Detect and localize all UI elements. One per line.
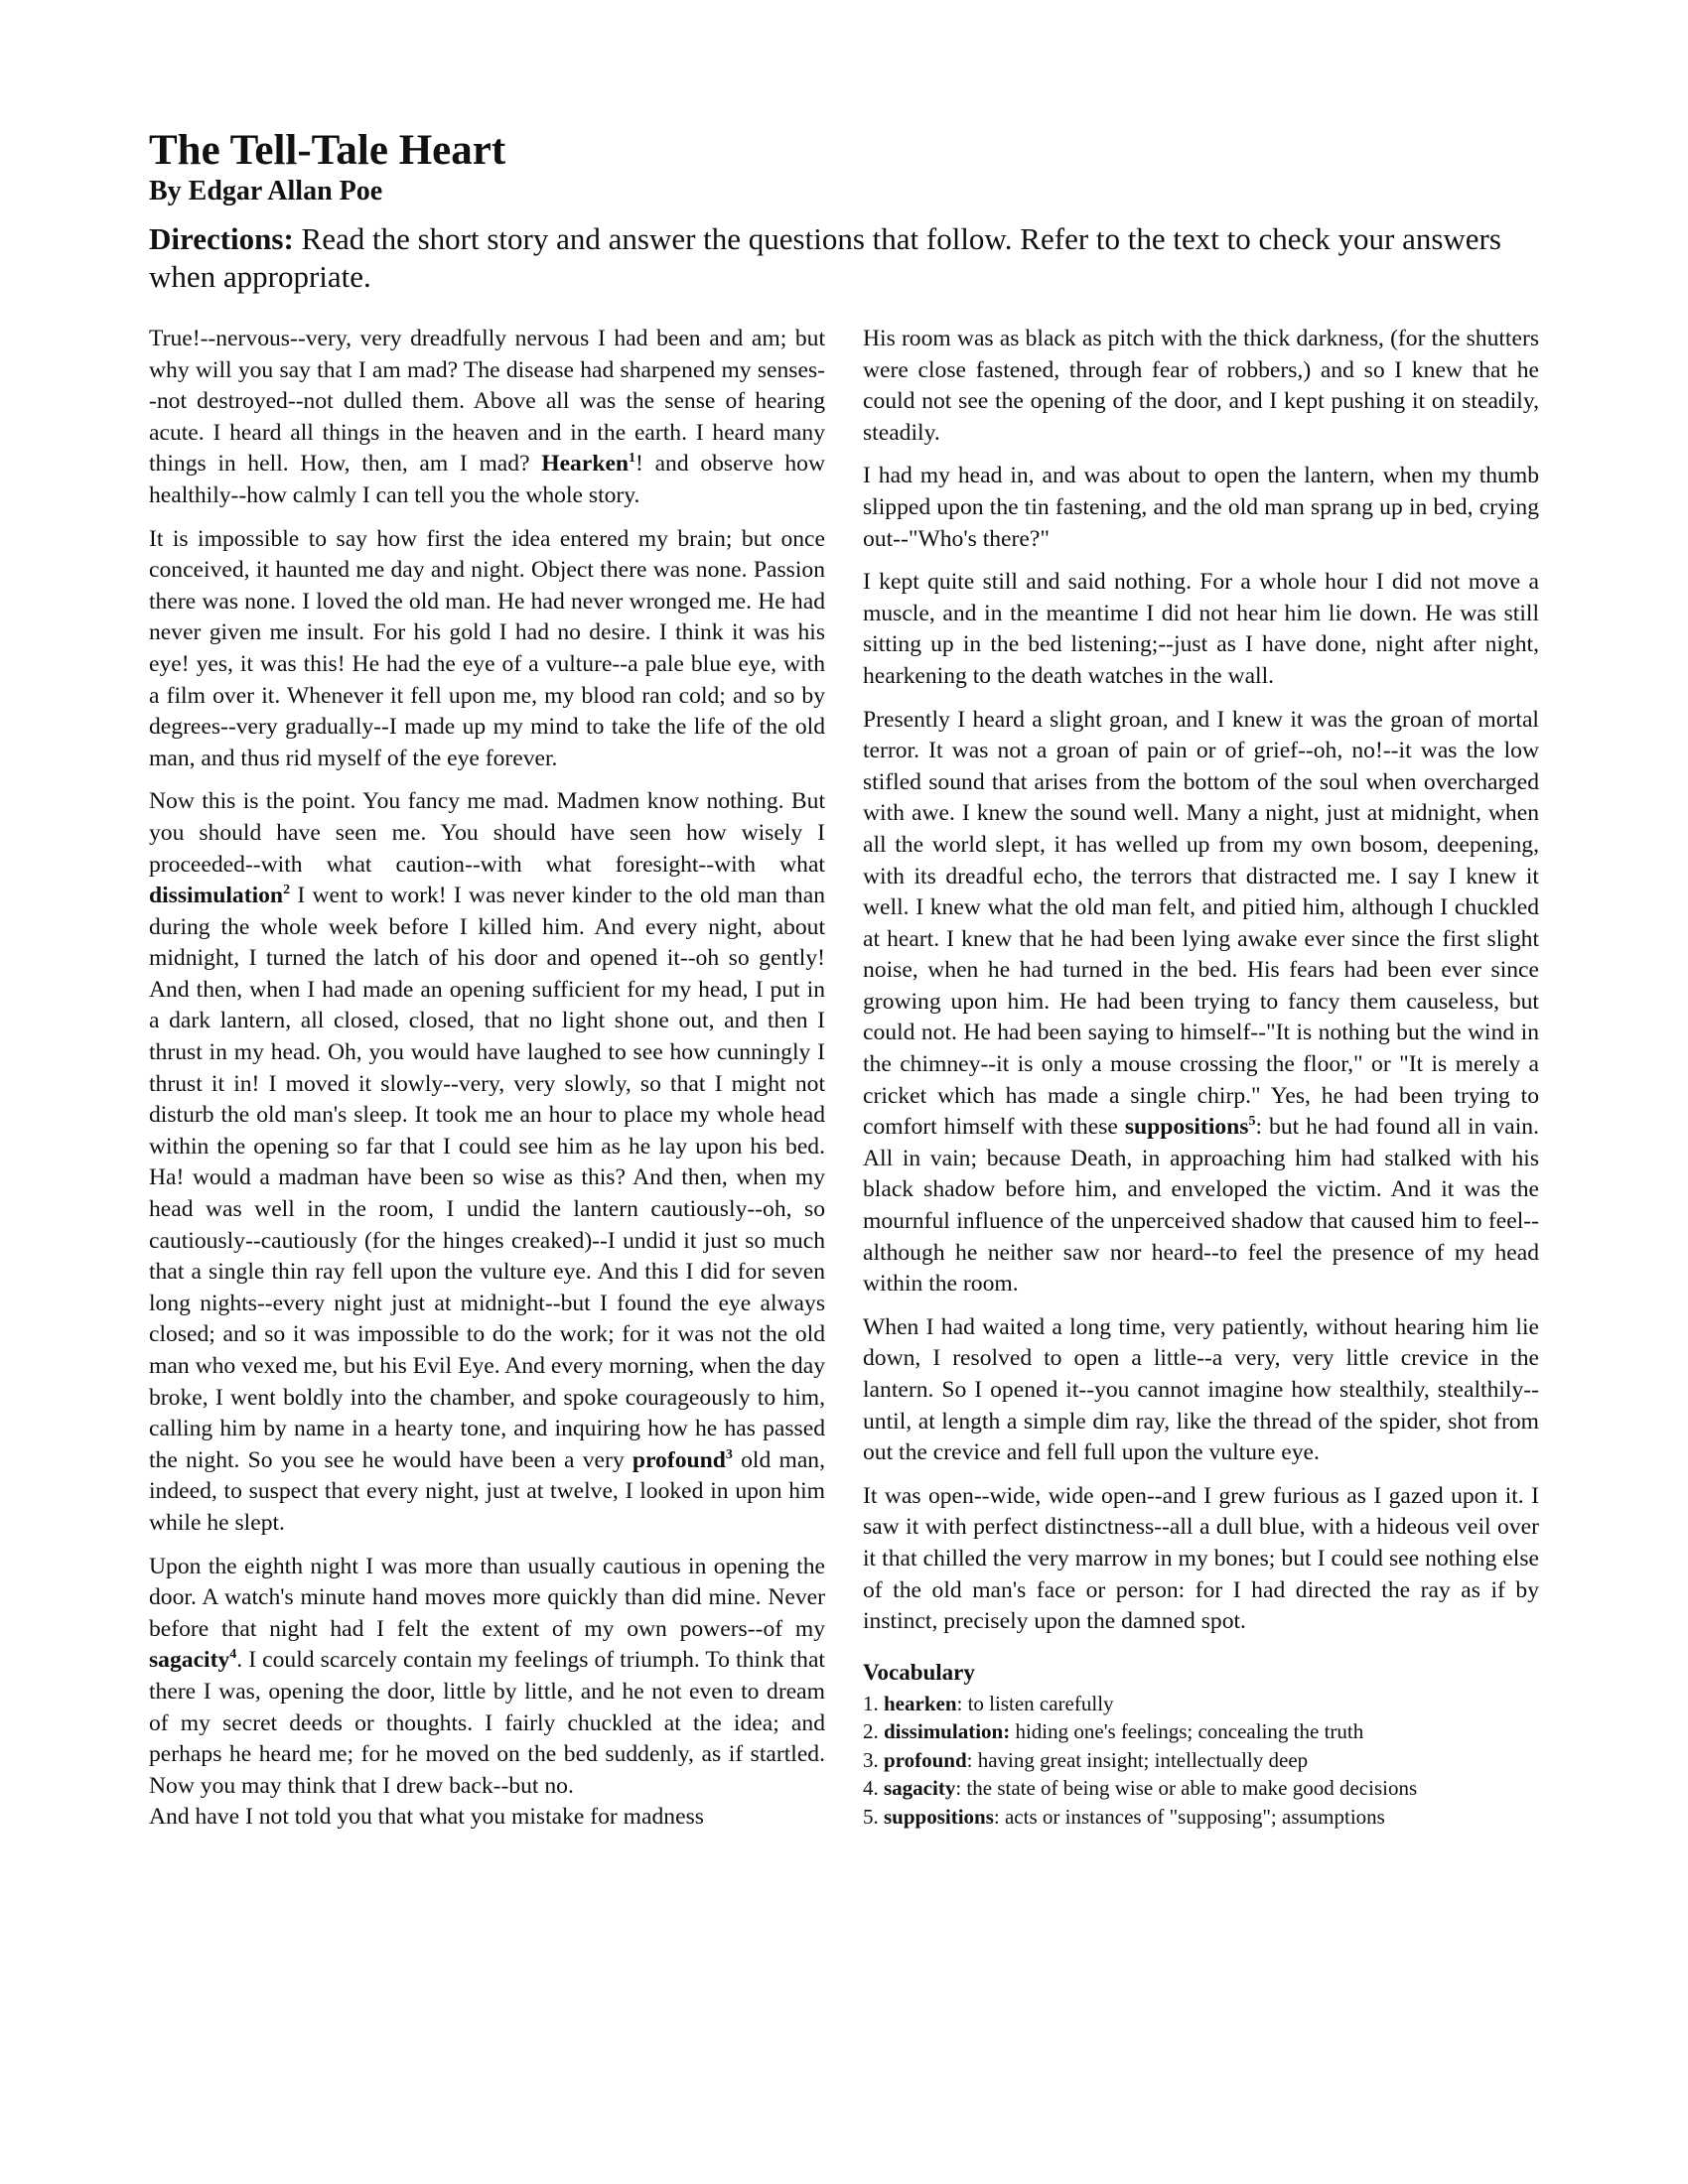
vocabulary-heading: Vocabulary <box>863 1659 975 1685</box>
story-paragraph-3: Now this is the point. You fancy me mad. Madmen know nothing. But you should have seen me. You should have seen how wisely I proceeded--with what caution--with what foresight--with what dissimulation$^2$ I went to work! I was never kinder to the old man than during the whole week before I killed him. And every night, about midnight, I turned the latch of his door and opened it--oh so gently! And then, when I had made an opening sufficient for my head, I put in a dark lantern, all closed, closed, that no light shone out, and then I thrust in my head. Oh, you would have laughed to see how cunningly I thrust it in! I moved it slowly--very, very slowly, so that I might not disturb the old man's sleep. It took me an hour to place my whole head within the opening so far that I could see him as he lay upon his bed. Ha! would a madman have been so wise as this? And then, when my head was well in the room, I undid the lantern cautiously--oh, so cautiously--cautiously (for the hinges creaked)--I undid it just so much that a single thin ray fell upon the vulture eye. And this I did for seven long nights--every night just at midnight--but I found the eye always closed; and so it was impossible to do the work; for it was not the old man who vexed me, but his Evil Eye. And every morning, when the day broke, I went boldly into the chamber, and spoke courageously to him, calling him by name in a hearty tone, and inquiring how he has passed the night. So you see he would have been a very profound$^3$ old man, indeed, to suspect that every night, just at twelve, I looked in upon him while he slept. <box>149 788 825 1536</box>
vocab-word-suppositions: suppositions <box>1124 1114 1249 1141</box>
worksheet-page <box>149 127 1539 1845</box>
footnote-5: 5 <box>1248 1114 1256 1130</box>
story-paragraph-4: Upon the eighth night I was more than usually cautious in opening the door. A watch's minute hand moves more quickly than did mine. Never before that night had I felt the extent of my own powers--of my sagacity$^4$. I could scarcely contain my feelings of triumph. To think that there I was, opening the door, little by little, and he not even to dream of my secret deeds or thoughts. I fairly chuckled at the idea; and perhaps he heard me; for he moved on the bed suddenly, as if startled. Now you may think that I drew back--but no. <box>149 1553 825 1799</box>
story-paragraph-9: Presently I heard a slight groan, and I knew it was the groan of mortal terror. It was not a groan of pain or of grief--oh, no!--it was the low stifled sound that arises from the bottom of the soul when overcharged with awe. I knew the sound well. Many a night, just at midnight, when all the world slept, it has welled up from my own bosom, deepening, with its dreadful echo, the terrors that distracted me. I say I knew it well. I knew what the old man felt, and pitied him, although I chuckled at heart. I knew that he had been lying awake ever since the first slight noise, when he had turned in the bed. His fears had been ever since growing upon him. He had been trying to fancy them causeless, but could not. He had been saying to himself--"It is nothing but the wind in the chimney--it is only a mouse crossing the floor," or "It is merely a cricket which has made a single chirp." Yes, he had been trying to comfort himself with these suppositions$^5$: but he had found all in vain. All in vain; because Death, in approaching him had stalked with his black shadow before him, and enveloped the victim. And it was the mournful influence of the unperceived shadow that caused him to feel--although he neither saw nor heard--to feel the presence of my head within the room. <box>863 706 1539 1297</box>
vocab-item: 1. hearken: to listen carefully <box>863 1691 1114 1715</box>
directions-text: Read the short story and answer the questions that follow. Refer to the text to check your answers when appropriate. <box>149 221 1501 294</box>
story-columns <box>149 324 1539 1845</box>
story-paragraph-2: It is impossible to say how first the idea entered my brain; but once conceived, it haunted me day and night. Object there was none. Passion there was none. I loved the old man. He had never wronged me. He had never given me insult. For his gold I had no desire. I think it was his eye! yes, it was this! He had the eye of a vulture--a pale blue eye, with a film over it. Whenever it fell upon me, my blood ran cold; and so by degrees--very gradually--I made up my mind to take the life of the old man, and thus rid myself of the eye forever. <box>149 525 825 771</box>
footnote-4: 4 <box>229 1647 237 1663</box>
story-paragraph-7: I had my head in, and was about to open the lantern, when my thumb slipped upon the tin fastening, and the old man sprang up in bed, crying out--"Who's there?" <box>863 463 1539 552</box>
story-paragraph-8: I kept quite still and said nothing. For a whole hour I did not move a muscle, and in the meantime I did not hear him lie down. He was still sitting up in the bed listening;--just as I have done, night after night, hearkening to the death watches in the wall. <box>863 569 1539 689</box>
vocab-item: 3. profound: having great insight; intellectually deep <box>863 1747 1309 1772</box>
vocab-word-profound: profound <box>632 1446 726 1473</box>
story-paragraph-6: His room was as black as pitch with the thick darkness, (for the shutters were close fastened, through fear of robbers,) and so I knew that he could not see the opening of the door, and I kept pushing it on steadily, steadily. <box>863 326 1539 446</box>
vocab-item: 4. sagacity: the state of being wise or able to make good decisions <box>863 1776 1418 1801</box>
right-column <box>863 324 1539 1845</box>
story-paragraph-5: And have I not told you that what you mistake for madness <box>149 1804 704 1831</box>
left-column <box>149 324 825 1845</box>
story-paragraph-1: True!--nervous--very, very dreadfully nervous I had been and am; but why will you say that I am mad? The disease had sharpened my senses--not destroyed--not dulled them. Above all was the sense of hearing acute. I heard all things in the heaven and in the earth. I heard many things in hell. How, then, am I mad? Hearken$^1$! and observe how healthily--how calmly I can tell you the whole story. <box>149 326 825 508</box>
footnote-3: 3 <box>725 1446 733 1462</box>
footnote-2: 2 <box>283 883 291 898</box>
vocab-word-dissimulation: dissimulation <box>149 883 284 909</box>
story-paragraph-10: When I had waited a long time, very patiently, without hearing him lie down, I resolved to open a little--a very, very little crevice in the lantern. So I opened it--you cannot imagine how stealthily, stealthily--until, at length a simple dim ray, like the thread of the spider, shot from out the crevice and fell full upon the vulture eye. <box>863 1313 1539 1466</box>
story-author: By Edgar Allan Poe <box>149 176 383 206</box>
footnote-1: 1 <box>629 451 636 467</box>
story-title: The Tell-Tale Heart <box>149 127 506 174</box>
vocab-item: 5. suppositions: acts or instances of "supposing"; assumptions <box>863 1804 1385 1829</box>
story-paragraph-11: It was open--wide, wide open--and I grew furious as I gazed upon it. I saw it with perfect distinctness--all a dull blue, with a hideous veil over it that chilled the very marrow in my bones; but I could see nothing else of the old man's face or person: for I had directed the ray as if by instinct, precisely upon the damned spot. <box>863 1482 1539 1635</box>
vocab-word-hearken: Hearken <box>541 451 630 478</box>
directions-label: Directions: <box>149 221 294 256</box>
directions <box>149 220 1539 296</box>
vocab-word-sagacity: sagacity <box>149 1647 230 1674</box>
vocabulary-list <box>863 1690 1539 1832</box>
vocab-item: 2. dissimulation: hiding one's feelings; concealing the truth <box>863 1719 1364 1744</box>
